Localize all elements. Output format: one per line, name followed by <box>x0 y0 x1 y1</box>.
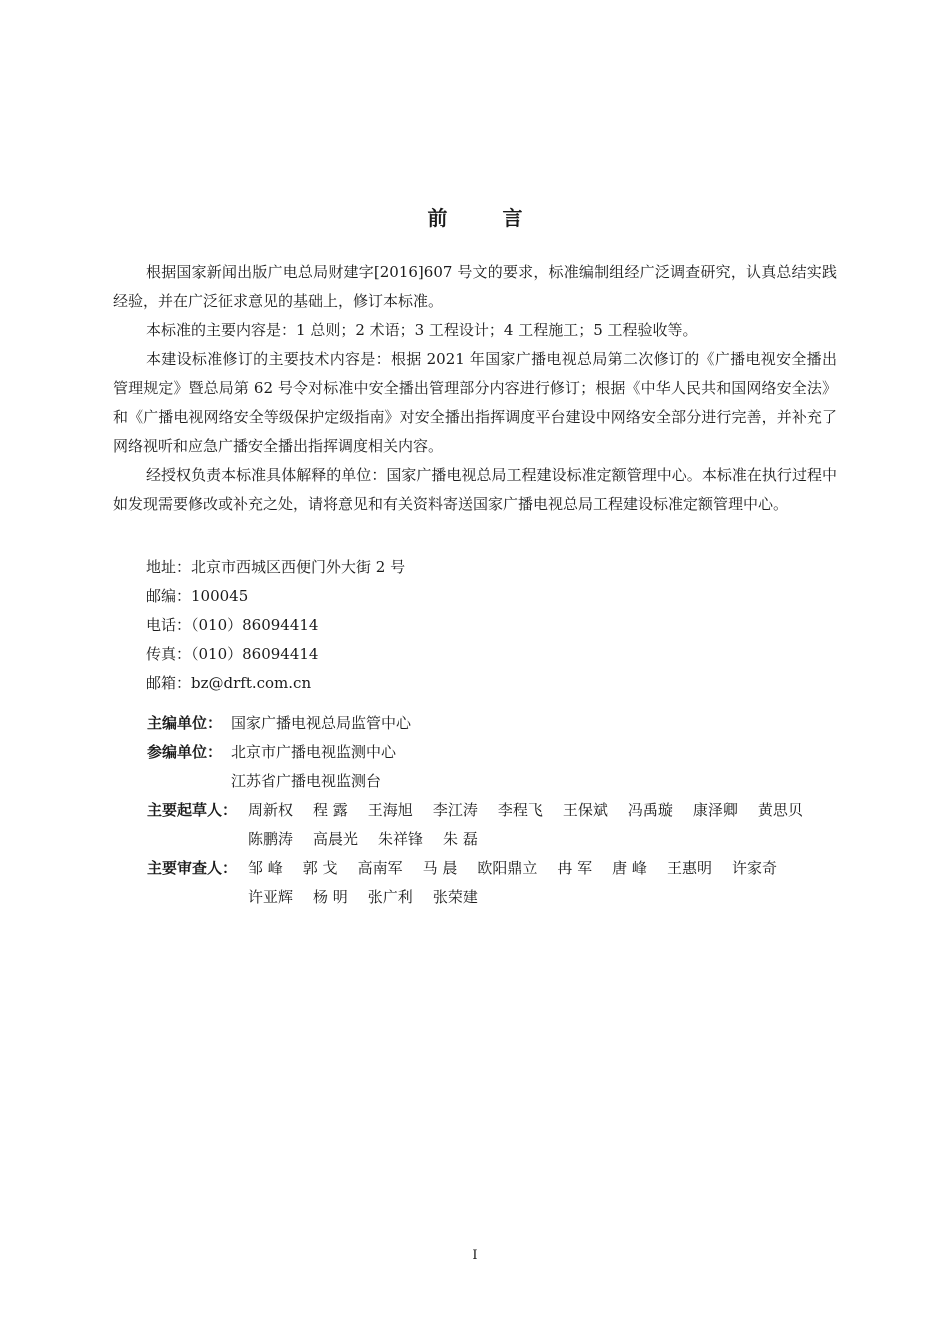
person-name: 朱祥锋 <box>378 830 424 848</box>
paragraph: 本标准的主要内容是：1 总则；2 术语；3 工程设计；4 工程施工；5 工程验收等。 <box>146 321 698 339</box>
person-name: 冉 军 <box>557 859 593 877</box>
person-name: 欧阳鼎立 <box>477 859 538 877</box>
participating-units-row <box>147 738 847 796</box>
person-name: 王保斌 <box>562 801 608 819</box>
person-name: 王惠明 <box>666 859 712 877</box>
person-name: 杨 明 <box>313 888 348 906</box>
paragraph: 本建设标准修订的主要技术内容是：根据 2021 年国家广播电视总局第二次修订的《广播电视安全播出管理规定》暨总局第 62 号令对标准中安全播出管理部分内容进行修订；根据《中华人民共和国网络安全法》和《广播电视网络安全等级保护定级指南》对安全播出指挥调度平台建设中网络安全部分进行完善，并补充了网络视听和应急广播安全播出指挥调度相关内容。 <box>113 350 837 455</box>
contact-info <box>146 553 405 698</box>
email-line: 邮箱：bz@drft.com.cn <box>146 674 312 692</box>
postcode-line: 邮编：100045 <box>146 587 249 605</box>
phone-line: 电话：（010）86094414 <box>146 616 319 634</box>
person-name: 李江涛 <box>432 801 478 819</box>
person-name: 郭 戈 <box>302 859 338 877</box>
person-name: 黄思贝 <box>757 801 803 819</box>
fax-line: 传真：（010）86094414 <box>146 645 319 663</box>
drafters-list <box>248 796 847 854</box>
person-name: 李程飞 <box>497 801 543 819</box>
person-name: 朱 磊 <box>443 830 478 848</box>
reviewers-list <box>248 854 847 912</box>
person-name: 陈鹏涛 <box>248 830 294 848</box>
credits <box>147 709 847 912</box>
drafters-row <box>147 796 847 854</box>
person-name: 周新权 <box>248 801 294 819</box>
paragraph: 经授权负责本标准具体解释的单位：国家广播电视总局工程建设标准定额管理中心。本标准在执行过程中如发现需要修改或补充之处，请将意见和有关资料寄送国家广播电视总局工程建设标准定额管理中心。 <box>113 466 837 513</box>
reviewers-label: 主要审查人： <box>147 859 238 877</box>
reviewers-row <box>147 854 847 912</box>
person-name: 许家奇 <box>731 859 777 877</box>
page-title: 前 言 <box>427 206 547 230</box>
person-name: 唐 峰 <box>612 859 647 877</box>
person-name: 王海旭 <box>367 801 413 819</box>
person-name: 张广利 <box>367 888 413 906</box>
participating-unit: 北京市广播电视监测中心 <box>231 743 397 761</box>
preface-body <box>113 258 837 519</box>
address-line: 地址：北京市西城区西便门外大街 2 号 <box>146 558 406 576</box>
participating-units-label: 参编单位： <box>147 743 223 761</box>
person-name: 康泽卿 <box>692 801 738 819</box>
chief-unit-label: 主编单位： <box>147 714 223 732</box>
chief-unit-value: 国家广播电视总局监管中心 <box>231 714 412 732</box>
person-name: 冯禹璇 <box>627 801 673 819</box>
person-name: 许亚辉 <box>248 888 294 906</box>
drafters-label: 主要起草人： <box>147 801 238 819</box>
person-name: 张荣建 <box>432 888 478 906</box>
participating-units-list <box>231 738 396 796</box>
participating-unit: 江苏省广播电视监测台 <box>231 772 382 790</box>
person-name: 马 晨 <box>422 859 458 877</box>
chief-unit-row <box>147 709 847 738</box>
person-name: 邹 峰 <box>248 859 283 877</box>
person-name: 高南军 <box>357 859 403 877</box>
person-name: 高晨光 <box>313 830 359 848</box>
paragraph: 根据国家新闻出版广电总局财建字[2016]607 号文的要求，标准编制组经广泛调查研究，认真总结实践经验，并在广泛征求意见的基础上，修订本标准。 <box>113 263 837 310</box>
page-number: I <box>472 1248 478 1263</box>
person-name: 程 露 <box>313 801 348 819</box>
